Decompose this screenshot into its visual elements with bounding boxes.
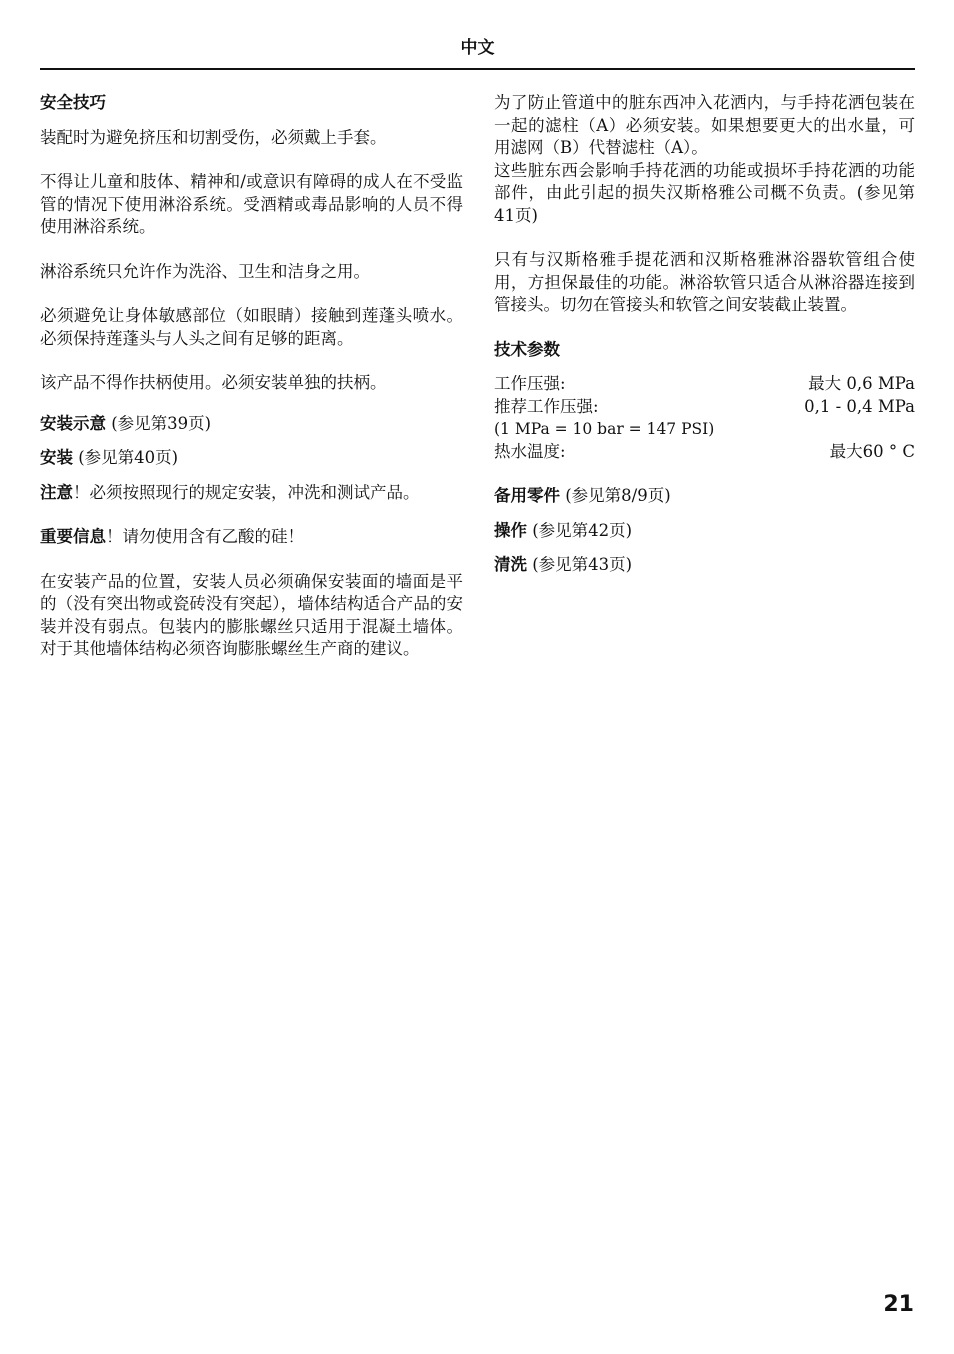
safety-handle-paragraph: 该产品不得作扶柄使用。必须安装单独的扶柄。 [40,373,387,392]
notice-paragraph [40,482,463,505]
install-label: 安装 [40,448,73,467]
notice-label: 注意 [40,482,73,502]
important-paragraph [40,526,463,549]
page-header-language: 中文 [460,38,495,58]
safety-gloves-paragraph: 装配时为避免挤压和切割受伤，必须戴上手套。 [40,127,387,147]
install-diagram-line [40,413,463,436]
header-divider [40,68,915,70]
safety-usage-paragraph: 淋浴系统只允许作为洗浴、卫生和洁身之用。 [40,261,370,281]
spec-row-hot-water [494,441,915,464]
pressure-conversion-note: (1 MPa = 10 bar = 147 PSI) [494,420,715,438]
page-number: 21 [883,1292,914,1317]
cleaning-label: 清洗 [494,555,527,574]
safety-spray-paragraph: 必须避免让身体敏感部位（如眼睛）接触到莲蓬头喷水。必须保持莲蓬头与人头之间有足够的距离。 [40,306,463,348]
operation-ref: (参见第42页) [527,520,633,540]
important-label: 重要信息 [40,527,106,546]
recommended-pressure-label: 推荐工作压强: [494,396,599,416]
operation-label: 操作 [494,520,527,540]
working-pressure-value: 最大 0,6 MPa [808,374,915,393]
safety-heading: 安全技巧 [40,93,106,112]
wall-installation-paragraph: 在安装产品的位置，安装人员必须确保安装面的墙面是平的（没有突出物或瓷砖没有突起），墙体结构适合产品的安装并没有弱点。包装内的膨胀螺丝只适用于混凝土墙体。对于其他墙体结构必须咨询膨胀螺丝生产商的建议。 [40,571,463,658]
install-ref: (参见第40页) [73,448,179,467]
cleaning-ref: (参见第43页) [527,555,633,574]
install-diagram-label: 安装示意 [40,413,106,433]
important-text: ！请勿使用含有乙酸的硅！ [106,527,304,546]
operation-line [494,520,915,543]
hot-water-value: 最大60 ° C [829,441,915,461]
spare-parts-line [494,485,915,508]
working-pressure-label: 工作压强: [494,374,566,393]
spare-parts-ref: (参见第8/9页) [560,486,671,505]
notice-text: ！必须按照现行的规定安装，冲洗和测试产品。 [73,482,420,502]
tech-specs-table [494,373,915,463]
install-line [40,447,463,470]
hot-water-label: 热水温度: [494,441,566,461]
left-column [40,92,463,683]
hose-paragraph: 只有与汉斯格雅手提花洒和汉斯格雅淋浴器软管组合使用，方担保最佳的功能。淋浴软管只适合从淋浴器连接到管接头。切勿在管接头和软管之间安装截止装置。 [494,250,915,314]
spec-row-recommended-pressure [494,396,915,419]
spare-parts-label: 备用零件 [494,486,560,505]
safety-supervision-paragraph: 不得让儿童和肢体、精神和/或意识有障碍的成人在不受监管的情况下使用淋浴系统。受酒精或毒品影响的人员不得使用淋浴系统。 [40,172,463,236]
install-diagram-ref: (参见第39页) [106,413,212,433]
spec-row-working-pressure [494,373,915,396]
cleaning-line [494,554,915,577]
recommended-pressure-value: 0,1 - 0,4 MPa [804,396,915,416]
right-column [494,92,915,589]
tech-specs-heading: 技术参数 [494,339,560,359]
dirt-liability-paragraph: 这些脏东西会影响手持花洒的功能或损坏手持花洒的功能部件，由此引起的损失汉斯格雅公司概不负责。(参见第41页) [494,160,915,225]
filter-paragraph: 为了防止管道中的脏东西冲入花洒内，与手持花洒包装在一起的滤柱（A）必须安装。如果想要更大的出水量，可用滤网（B）代替滤柱（A）。 [494,93,915,157]
